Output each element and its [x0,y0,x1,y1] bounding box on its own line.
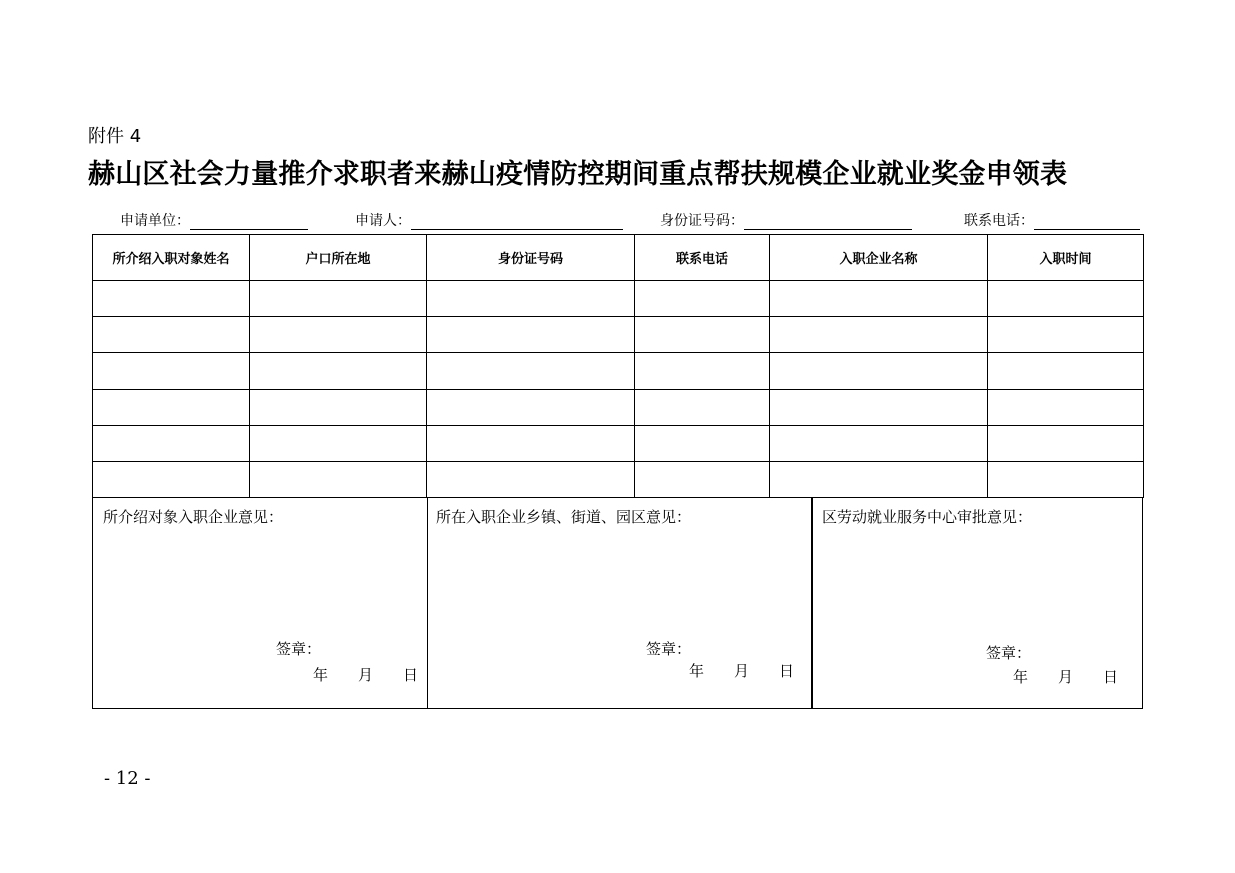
table-cell[interactable] [635,389,770,425]
table-cell[interactable] [770,281,988,317]
page-number: - 12 - [104,768,151,789]
date-line [313,664,418,685]
applicant-unit-label: 申请单位： [120,213,190,229]
opinion-label: 所介绍对象入职企业意见： [103,508,284,526]
table-row [93,281,1144,317]
table-cell[interactable] [250,425,427,461]
signature-label: 签章： [986,644,1032,662]
signature-label: 签章： [646,640,692,658]
table-cell[interactable] [427,461,635,497]
table-cell[interactable] [427,317,635,353]
table-cell[interactable] [250,461,427,497]
id-number-field[interactable] [660,210,912,230]
table-cell[interactable] [250,317,427,353]
table-cell[interactable] [988,353,1144,389]
year-label: 年 [689,662,705,680]
table-row [93,425,1144,461]
table-cell[interactable] [427,389,635,425]
table-cell[interactable] [635,317,770,353]
table-cell[interactable] [93,353,250,389]
signature-label: 签章： [276,640,322,658]
table-cell[interactable] [250,353,427,389]
year-label: 年 [1013,668,1029,686]
table-cell[interactable] [635,281,770,317]
table-cell[interactable] [250,389,427,425]
applicant-info-row [0,210,1235,232]
date-line [1013,666,1118,687]
table-cell[interactable] [635,425,770,461]
id-number-label: 身份证号码： [660,213,744,229]
table-cell[interactable] [770,317,988,353]
table-header-row [93,235,1144,281]
phone-label: 联系电话： [964,213,1034,229]
table-cell[interactable] [988,281,1144,317]
table-cell[interactable] [770,425,988,461]
table-cell[interactable] [770,353,988,389]
opinion-label: 所在入职企业乡镇、街道、园区意见： [436,508,692,526]
header-name: 所介绍入职对象姓名 [93,235,250,281]
table-cell[interactable] [93,317,250,353]
table-cell[interactable] [770,461,988,497]
table-cell[interactable] [988,389,1144,425]
year-label: 年 [313,666,329,684]
table-cell[interactable] [93,281,250,317]
table-cell[interactable] [427,425,635,461]
date-line [689,660,794,681]
table-cell[interactable] [427,281,635,317]
opinion-box-employment-center[interactable] [811,497,1143,709]
phone-field[interactable] [964,210,1140,230]
table-cell[interactable] [988,425,1144,461]
header-company: 入职企业名称 [770,235,988,281]
id-number-line [744,213,912,230]
month-label: 月 [1058,668,1074,686]
table-cell[interactable] [770,389,988,425]
opinion-label: 区劳动就业服务中心审批意见： [822,508,1033,526]
table-row [93,389,1144,425]
applicant-field[interactable] [355,210,623,230]
table-cell[interactable] [988,461,1144,497]
month-label: 月 [358,666,374,684]
applicant-table [92,234,1144,498]
applicant-label: 申请人： [355,213,411,229]
table-cell[interactable] [93,461,250,497]
opinion-box-township[interactable] [426,497,813,709]
day-label: 日 [403,666,419,684]
day-label: 日 [1103,668,1119,686]
applicant-line [411,213,623,230]
table-row [93,317,1144,353]
day-label: 日 [779,662,795,680]
table-cell[interactable] [427,353,635,389]
table-row [93,461,1144,497]
table-cell[interactable] [635,353,770,389]
header-entry-date: 入职时间 [988,235,1144,281]
table-row [93,353,1144,389]
table-cell[interactable] [250,281,427,317]
table-cell[interactable] [635,461,770,497]
applicant-unit-line [190,213,308,230]
applicant-unit-field[interactable] [120,210,308,230]
month-label: 月 [734,662,750,680]
table-cell[interactable] [988,317,1144,353]
table-cell[interactable] [93,389,250,425]
form-title: 赫山区社会力量推介求职者来赫山疫情防控期间重点帮扶规模企业就业奖金申领表 [88,159,1068,190]
attachment-label: 附件 4 [88,126,142,147]
header-id-number: 身份证号码 [427,235,635,281]
header-phone: 联系电话 [635,235,770,281]
table-cell[interactable] [93,425,250,461]
header-household: 户口所在地 [250,235,427,281]
opinion-box-company[interactable] [92,497,428,709]
phone-line [1034,213,1140,230]
